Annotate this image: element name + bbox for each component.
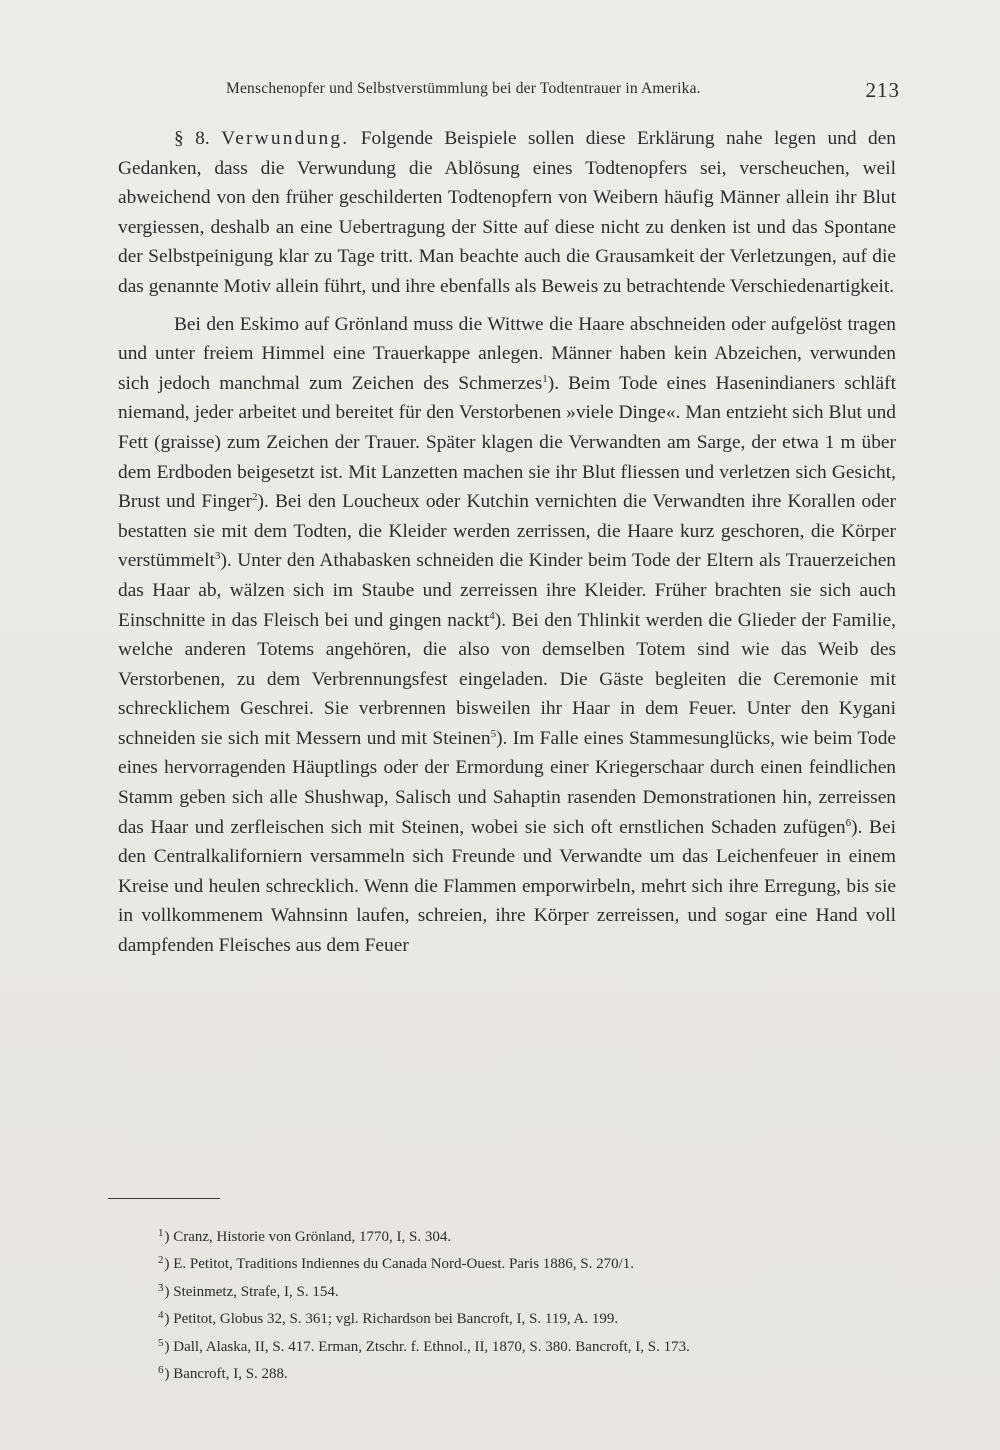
page-number: 213 xyxy=(865,78,900,102)
body-text xyxy=(118,124,896,961)
footnote-reference: 2 xyxy=(252,491,258,504)
footnote-reference: 4 xyxy=(489,609,495,622)
paragraph-segment: Bei den Eskimo auf Grönland muss die Wittwe die Haare abschneiden oder aufgelöst tragen und unter freiem Himmel eine Trauerkappe anlegen. Männer haben kein Abzeichen, verwunden sich jedoch manchmal zum Zeichen des Schmerzes xyxy=(118,313,896,394)
footnote-mark: 5 xyxy=(158,1336,164,1349)
footnote-mark: 2 xyxy=(158,1254,164,1267)
paragraph-segment: ). Bei den Centralkaliforniern versammeln sich Freunde und Verwandte um das Leichenfeuer in einem Kreise und heulen schrecklich. Wenn die Flammen emporwirbeln, mehrt sich ihre Erregung, bis sie in vollkommenem Wahnsinn laufen, schreien, ihre Körper zerreissen, und sogar eine Hand voll dampfenden Fleisches aus dem Feuer xyxy=(118,816,896,957)
footnote-2 xyxy=(158,1251,898,1278)
footnote-text: ) Cranz, Historie von Grönland, 1770, I, S. 304. xyxy=(164,1229,452,1245)
footnote-mark: 1 xyxy=(158,1227,164,1239)
footnote-5 xyxy=(158,1334,898,1361)
footnote-reference: 5 xyxy=(490,727,497,740)
paragraph-text: Folgende Beispiele sollen diese Erklärung nahe legen und den Gedanken, dass die Verwundung die Ablösung eines Todtenopfers sei, verscheuchen, weil abweichend von den früher geschilderten Todtenopfern von Weibern häufig Männer allein ihr Blut vergiessen, deshalb an eine Uebertragung der Sitte auf diese nicht zu denken ist und das Spontane der Selbstpeinigung klar zu Tage tritt. Man beachte auch die Grausamkeit der Verletzungen, auf die das genannte Motiv allein führt, und ihre ebenfalls als Beweis zu betrachtende Verschiedenartigkeit. xyxy=(118,128,896,297)
footnotes xyxy=(158,1224,898,1388)
footnote-text: ) Bancroft, I, S. 288. xyxy=(164,1366,288,1383)
running-title: Menschenopfer und Selbstverstümmlung bei der Todtentrauer in Amerika. xyxy=(226,80,701,97)
section-heading: Verwundung. xyxy=(221,128,350,149)
paragraph-segment: ). Bei den Thlinkit werden die Glieder der Familie, welche anderen Totems angehören, die also von demselben Totem sind wie das Weib des Verstorbenen, zu dem Verbrennungsfest eingeladen. Die Gäste begleiten die Ceremonie mit schrecklichem Geschrei. Sie verbrennen bisweilen ihr Haar in dem Feuer. Unter den Kygani schneiden sie sich mit Messern und mit Steinen xyxy=(118,609,896,749)
footnote-6 xyxy=(158,1361,898,1388)
footnote-text: ) Dall, Alaska, II, S. 417. Erman, Ztschr. f. Ethnol., II, 1870, S. 380. Bancroft, I, S. 173. xyxy=(164,1338,690,1355)
paragraph-segment: ). Beim Tode eines Hasenindianers schläft niemand, jeder arbeitet und bereitet für den Verstorbenen »viele Dinge«. Man entzieht sich Blut und Fett (graisse) zum Zeichen der Trauer. Später klagen die Verwandten am Sarge, der etwa 1 m über dem Erdboden beigesetzt ist. Mit Lanzetten machen sie ihr Blut fliessen und verletzen sich Gesicht, Brust und Finger xyxy=(118,372,896,513)
paragraph-segment: ). Bei den Loucheux oder Kutchin vernichten die Verwandten ihre Korallen oder bestatten sie mit dem Todten, die Kleider werden zerrissen, die Haare kurz geschoren, die Körper verstümmelt xyxy=(118,491,896,572)
footnote-mark: 3 xyxy=(158,1281,164,1294)
footnote-text: ) Steinmetz, Strafe, I, S. 154. xyxy=(164,1283,339,1300)
footnote-divider xyxy=(108,1198,220,1199)
paragraph-segment: ). Unter den Athabasken schneiden die Kinder beim Tode der Eltern als Trauerzeichen das Haar ab, wälzen sich im Staube und zerreissen ihre Kleider. Früher brachten sie sich auch Einschnitte in das Fleisch bei und gingen nackt xyxy=(118,550,896,631)
running-header xyxy=(118,78,900,108)
footnote-reference: 3 xyxy=(214,550,221,563)
paragraph-segment: ). Im Falle eines Stammesunglücks, wie beim Tode eines hervorragenden Häuptlings oder der Ermordung einer Kriegerschaar durch einen feindlichen Stamm geben sich alle Shushwap, Salisch und Sahaptin rasenden Demonstrationen hin, zerreissen das Haar und zerfleischen sich mit Steinen, wobei sie sich oft ernstlichen Schaden zufügen xyxy=(118,727,896,838)
footnote-text: ) E. Petitot, Traditions Indiennes du Canada Nord-Ouest. Paris 1886, S. 270/1. xyxy=(164,1256,635,1273)
footnote-mark: 4 xyxy=(158,1309,164,1322)
footnote-text: ) Petitot, Globus 32, S. 361; vgl. Richardson bei Bancroft, I, S. 119, A. 199. xyxy=(164,1311,619,1328)
footnote-mark: 6 xyxy=(158,1364,164,1377)
footnote-reference: 1 xyxy=(542,372,548,385)
footnote-1 xyxy=(158,1224,898,1251)
paragraph-eskimo xyxy=(118,310,896,961)
paragraph-verwundung xyxy=(118,124,896,302)
footnote-reference: 6 xyxy=(845,816,852,829)
footnote-4 xyxy=(158,1306,898,1333)
footnote-3 xyxy=(158,1279,898,1306)
section-mark: § 8. xyxy=(174,128,210,149)
